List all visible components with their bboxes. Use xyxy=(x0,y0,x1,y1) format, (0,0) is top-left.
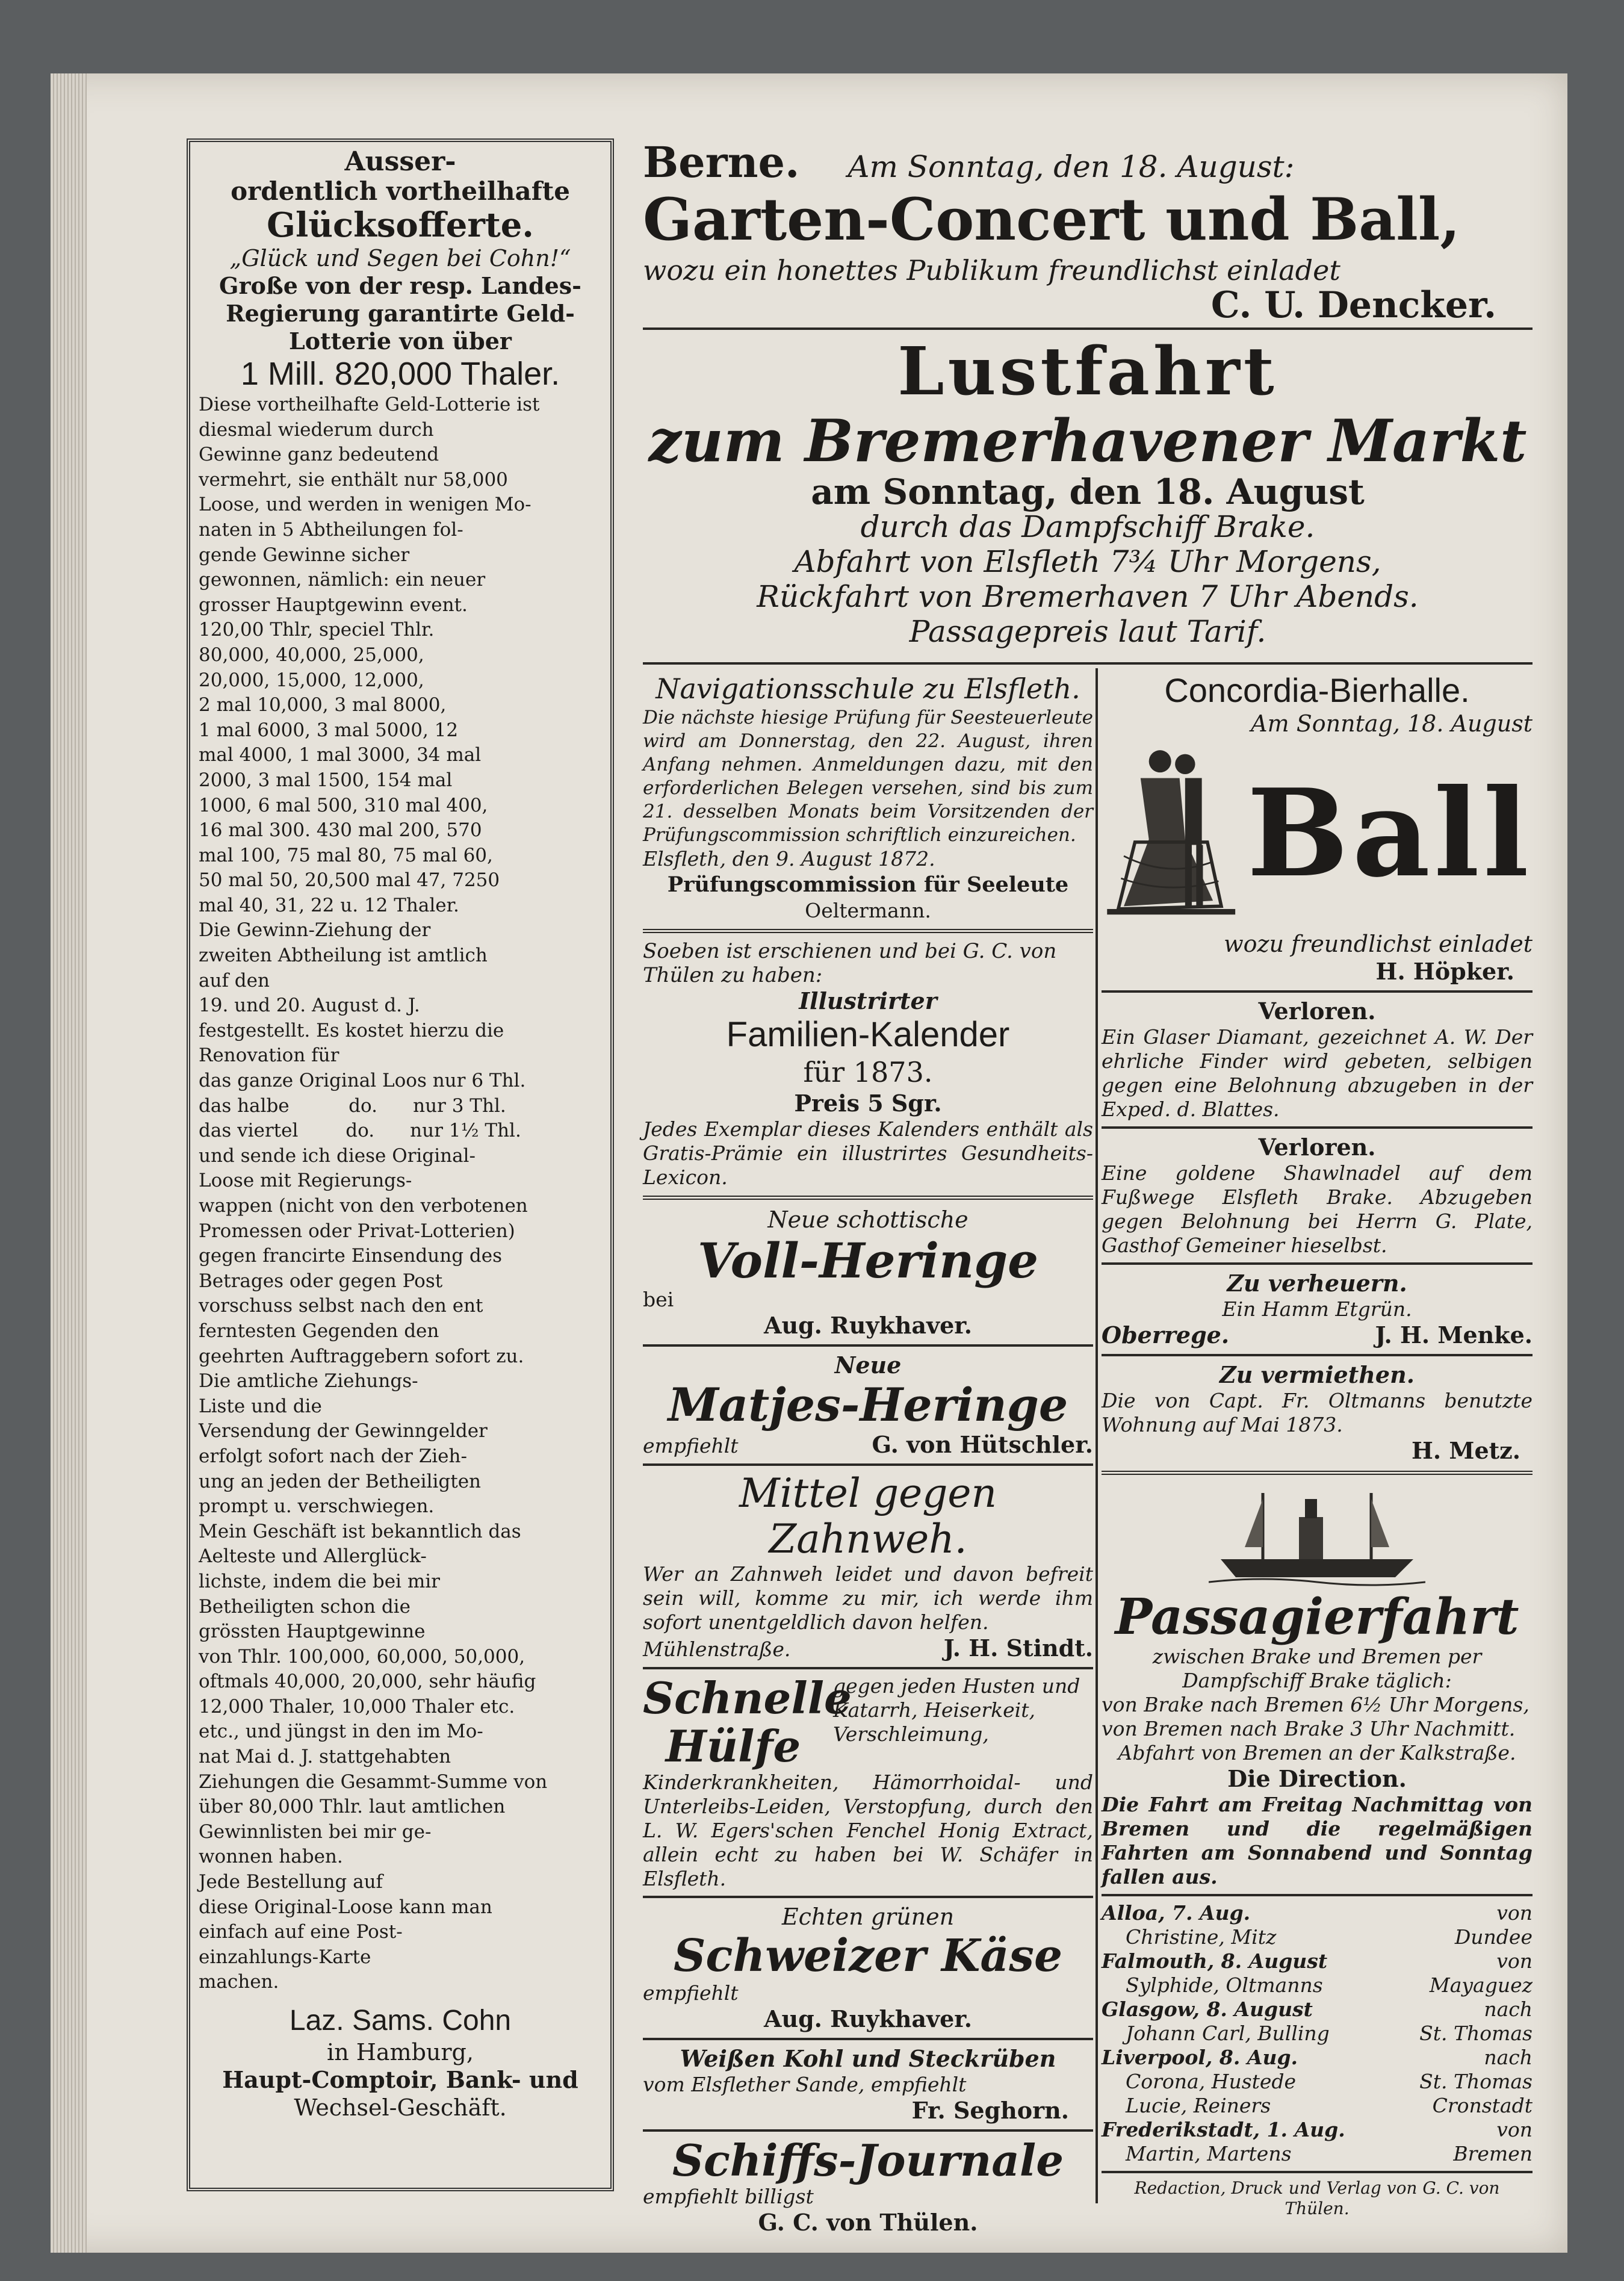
calendar-body: Jedes Exemplar dieses Kalenders enthält als Gratis-Prämie ein illustrirtes Gesundheits-Lexicon. xyxy=(643,1117,1093,1189)
divider xyxy=(643,2038,1093,2040)
lottery-line: Aelteste und Allerglück- xyxy=(199,1545,427,1568)
ship-row xyxy=(1102,2022,1533,2046)
lottery-line: Ziehungen die Gesammt-Summe von xyxy=(199,1770,548,1793)
lottery-line: von Thlr. 100,000, 60,000, 50,000, xyxy=(199,1645,525,1668)
ship-name: Falmouth, 8. August xyxy=(1102,1949,1328,1973)
concert-headline: Garten-Concert und Ball, xyxy=(643,185,1460,253)
concert-invite: wozu ein honettes Publikum freundlichst einladet xyxy=(643,254,1340,287)
lottery-line: und sende ich diese Original- xyxy=(199,1144,476,1167)
lottery-line: mal 40, 31, 22 u. 12 Thaler. xyxy=(199,894,459,916)
concordia-date: Am Sonntag, 18. August xyxy=(1251,710,1533,737)
ship-row xyxy=(1102,1901,1533,1925)
lottery-line: Die Gewinn-Ziehung der xyxy=(199,919,431,942)
lottery-line: auf den xyxy=(199,969,270,992)
lottery-title-5: Große von der resp. Landes- xyxy=(219,272,581,299)
calendar-title: Familien-Kalender xyxy=(726,1015,1010,1054)
divider xyxy=(1102,1126,1533,1129)
divider xyxy=(643,1196,1093,1200)
ship-route: von xyxy=(1496,2118,1533,2141)
nav-school-signature: Prüfungscommission für Seeleute xyxy=(667,872,1069,897)
passenger-signature: Die Direction. xyxy=(1227,1765,1407,1792)
nav-school-title: Navigationsschule zu Elsfleth. xyxy=(655,672,1080,705)
herring-pre: Neue schottische xyxy=(767,1206,969,1233)
lottery-signature-name: Laz. Sams. Cohn xyxy=(289,2005,512,2037)
ship-row xyxy=(1102,1925,1533,1949)
rent-signature: H. Metz. xyxy=(1412,1437,1520,1464)
concert-host: C. U. Dencker. xyxy=(1210,284,1496,326)
lease-place: Oberrege. xyxy=(1102,1321,1230,1348)
ship-name: Frederikstadt, 1. Aug. xyxy=(1102,2118,1345,2141)
ship-route: nach xyxy=(1484,2046,1533,2069)
passenger-line-5: Abfahrt von Bremen an der Kalkstraße. xyxy=(1118,1741,1516,1764)
rent-body: Die von Capt. Fr. Oltmanns benutzte Wohnung auf Mai 1873. xyxy=(1102,1389,1533,1436)
lottery-line: einfach auf eine Post- xyxy=(199,1921,403,1943)
cheese-signature: Aug. Ruykhaver. xyxy=(763,2005,973,2032)
ship-row xyxy=(1102,1949,1533,1973)
lottery-line: 20,000, 15,000, 12,000, xyxy=(199,669,424,691)
lustfahrt-subtitle: zum Bremerhavener Markt xyxy=(648,407,1527,475)
calendar-price: Preis 5 Sgr. xyxy=(794,1090,942,1117)
journal-recommends: empfiehlt billigst xyxy=(643,2185,814,2208)
concordia-ball: Ball xyxy=(1247,763,1533,904)
ship-row xyxy=(1102,1973,1533,1997)
divider xyxy=(1102,1262,1533,1265)
lottery-line: Jede Bestellung auf xyxy=(199,1871,383,1893)
lustfahrt-title: Lustfahrt xyxy=(897,332,1278,410)
lottery-line: gewonnen, nämlich: ein neuer xyxy=(199,569,486,591)
ship-name: Liverpool, 8. Aug. xyxy=(1102,2046,1298,2069)
lottery-line: oftmals 40,000, 20,000, sehr häufig xyxy=(199,1671,536,1693)
herring-bei: bei xyxy=(643,1288,674,1311)
lottery-line: 16 mal 300. 430 mal 200, 570 xyxy=(199,819,482,842)
steamship-illustration xyxy=(1209,1481,1425,1589)
lustfahrt-price: Passagepreis laut Tarif. xyxy=(909,614,1266,649)
passenger-line-4: von Bremen nach Brake 3 Uhr Nachmitt. xyxy=(1102,1717,1516,1740)
divider xyxy=(643,929,1093,933)
lottery-line: 1000, 6 mal 500, 310 mal 400, xyxy=(199,794,488,816)
lottery-line: wappen (nicht von den verbotenen xyxy=(199,1195,528,1217)
ship-route: Mayaguez xyxy=(1429,1973,1533,1997)
lottery-line: nat Mai d. J. stattgehabten xyxy=(199,1746,451,1768)
lottery-line: wonnen haben. xyxy=(199,1846,343,1868)
passenger-line-1: zwischen Brake und Bremen per xyxy=(1152,1645,1482,1668)
passenger-line-2: Dampfschiff Brake täglich: xyxy=(1182,1669,1452,1692)
ship-name: Christine, Mitz xyxy=(1126,1925,1277,1949)
divider xyxy=(643,1344,1093,1347)
lottery-line: naten in 5 Abtheilungen fol- xyxy=(199,518,463,541)
lottery-line: Loose mit Regierungs- xyxy=(199,1170,412,1192)
lottery-line: 2 mal 10,000, 3 mal 8000, xyxy=(199,694,447,716)
calendar-illustrated: Illustrirter xyxy=(799,987,937,1014)
lustfahrt-date: am Sonntag, den 18. August xyxy=(811,471,1365,512)
cheese-pre: Echten grünen xyxy=(781,1904,955,1930)
lease-title: Zu verheuern. xyxy=(1227,1270,1407,1297)
lottery-line: mal 100, 75 mal 80, 75 mal 60, xyxy=(199,844,493,866)
lottery-line: diesmal wiederum durch xyxy=(199,418,434,441)
lost1-title: Verloren. xyxy=(1258,998,1376,1025)
lottery-line: Loose, und werden in wenigen Mo- xyxy=(199,494,532,516)
ship-route: von xyxy=(1496,1901,1533,1925)
lottery-line: 2000, 3 mal 1500, 154 mal xyxy=(199,769,453,791)
lottery-title-7: Lotterie von über xyxy=(289,327,512,355)
lustfahrt-departure: Abfahrt von Elsfleth 7¾ Uhr Morgens, xyxy=(794,544,1381,579)
berne-label: Berne. xyxy=(643,137,800,187)
lottery-advertisement xyxy=(187,138,614,2191)
toothache-title: Mittel gegen Zahnweh. xyxy=(739,1470,997,1562)
cheese-recommends: empfiehlt xyxy=(643,1981,739,2005)
lottery-line: festgestellt. Es kostet hierzu die xyxy=(199,1019,504,1041)
ship-name: Martin, Martens xyxy=(1126,2142,1292,2165)
divider xyxy=(643,327,1533,330)
lease-body: Ein Hamm Etgrün. xyxy=(1222,1297,1412,1321)
concert-date: Am Sonntag, den 18. August: xyxy=(848,149,1295,184)
lottery-line: 120,00 Thlr, speciel Thlr. xyxy=(199,619,435,641)
passenger-title: Passagierfahrt xyxy=(1115,1588,1519,1646)
right-column xyxy=(1102,671,1533,2219)
dancing-couple-illustration xyxy=(1102,737,1241,930)
ship-route: Dundee xyxy=(1454,1925,1533,1949)
ship-name: Corona, Hustede xyxy=(1126,2070,1297,2093)
ship-name: Glasgow, 8. August xyxy=(1102,1997,1313,2021)
cabbage-body: vom Elsflether Sande, empfiehlt xyxy=(643,2073,967,2096)
ship-row xyxy=(1102,2118,1533,2142)
lottery-line: das ganze Original Loos nur 6 Thl. xyxy=(199,1070,526,1092)
lottery-line: prompt u. verschwiegen. xyxy=(199,1495,435,1518)
lottery-line: gegen francirte Einsendung des xyxy=(199,1245,502,1267)
herring-signature: Aug. Ruykhaver. xyxy=(763,1312,973,1339)
lottery-line: Promessen oder Privat-Lotterien) xyxy=(199,1220,515,1242)
divider xyxy=(643,1463,1093,1466)
lottery-line: Versendung der Gewinngelder xyxy=(199,1420,488,1442)
concordia-title: Concordia-Bierhalle. xyxy=(1164,671,1470,709)
calendar-year: für 1873. xyxy=(803,1056,933,1088)
lottery-line: Betrages oder gegen Post xyxy=(199,1270,443,1292)
help-body: Kinderkrankheiten, Hämorrhoidal- und Unterleibs-Leiden, Verstopfung, durch den L. W. Egers'schen Fenchel Honig Extract, allein echt zu haben bei W. Schäfer in Elsfleth. xyxy=(643,1770,1093,1890)
lottery-line: ferntesten Gegenden den xyxy=(199,1320,439,1342)
top-announcements xyxy=(643,138,1533,649)
ship-route: Bremen xyxy=(1453,2142,1533,2165)
journal-signature: G. C. von Thülen. xyxy=(758,2209,978,2236)
lottery-title-4: „Glück und Segen bei Cohn!“ xyxy=(229,245,571,272)
divider xyxy=(1102,1354,1533,1356)
ship-row xyxy=(1102,2046,1533,2070)
lottery-line: 19. und 20. August d. J. xyxy=(199,995,420,1017)
lottery-line: geehrten Auftraggebern sofort zu. xyxy=(199,1345,524,1367)
toothache-signature: J. H. Stindt. xyxy=(943,1634,1093,1662)
matjes-signature: G. von Hütschler. xyxy=(872,1431,1093,1458)
lottery-line: grössten Hauptgewinne xyxy=(199,1621,426,1643)
lottery-line: Betheiligten schon die xyxy=(199,1595,411,1618)
calendar-intro: Soeben ist erschienen und bei G. C. von Thülen zu haben: xyxy=(643,939,1057,987)
lustfahrt-return: Rückfahrt von Bremerhaven 7 Uhr Abends. xyxy=(757,579,1419,614)
ship-route: Cronstadt xyxy=(1432,2094,1533,2117)
nav-school-name: Oeltermann. xyxy=(805,899,931,922)
lottery-line: Diese vortheilhafte Geld-Lotterie ist xyxy=(199,394,540,415)
lottery-title-3: Glücksofferte. xyxy=(267,205,534,245)
ship-name: Alloa, 7. Aug. xyxy=(1102,1901,1251,1925)
ship-name: Sylphide, Oltmanns xyxy=(1126,1973,1323,1997)
journal-title: Schiffs-Journale xyxy=(672,2135,1064,2186)
lottery-line: über 80,000 Thlr. laut amtlichen xyxy=(199,1796,506,1818)
lost2-title: Verloren. xyxy=(1258,1134,1376,1161)
concordia-signature: H. Höpker. xyxy=(1375,958,1514,985)
cheese-title: Schweizer Käse xyxy=(673,1930,1063,1982)
ship-name: Johann Carl, Bulling xyxy=(1126,2022,1330,2045)
divider xyxy=(643,2129,1093,2132)
divider xyxy=(1102,1894,1533,1896)
lottery-line: etc., und jüngst in den im Mo- xyxy=(199,1721,483,1743)
middle-column xyxy=(643,671,1093,2236)
help-title-2: Hülfe xyxy=(665,1721,801,1772)
lottery-line: ung an jeden der Betheiligten xyxy=(199,1470,482,1492)
lottery-line: 1 mal 6000, 3 mal 5000, 12 xyxy=(199,719,459,741)
ship-row xyxy=(1102,1997,1533,2022)
concordia-invite: wozu freundlichst einladet xyxy=(1224,931,1533,957)
lottery-line: grosser Hauptgewinn event. xyxy=(199,594,468,616)
lottery-body xyxy=(199,393,602,1995)
lost2-body: Eine goldene Shawlnadel auf dem Fußwege Elsfleth Brake. Abzugeben gegen Belohnung bei Herrn G. Plate, Gasthof Gemeiner hieselbst. xyxy=(1102,1161,1533,1257)
lottery-line: vermehrt, sie enthält nur 58,000 xyxy=(199,468,508,491)
section-divider xyxy=(643,662,1533,665)
lottery-line: machen. xyxy=(199,1971,279,1993)
lottery-line: erfolgt sofort nach der Zieh- xyxy=(199,1445,467,1467)
lottery-line: 50 mal 50, 20,500 mal 47, 7250 xyxy=(199,869,500,892)
ship-route: von xyxy=(1496,1949,1533,1973)
lottery-line: diese Original-Loose kann man xyxy=(199,1896,492,1918)
divider xyxy=(1102,1471,1533,1475)
lottery-line: lichste, indem die bei mir xyxy=(199,1570,440,1592)
lottery-signature-office: Haupt-Comptoir, Bank- und xyxy=(222,2066,578,2093)
column-divider xyxy=(1096,668,1098,2203)
divider xyxy=(643,1667,1093,1669)
ship-name: Lucie, Reiners xyxy=(1126,2094,1271,2117)
page-edges xyxy=(51,73,87,2253)
ship-route: St. Thomas xyxy=(1419,2070,1533,2093)
lottery-line: Die amtliche Ziehungs- xyxy=(199,1370,418,1392)
ship-route: nach xyxy=(1484,1997,1533,2021)
cabbage-signature: Fr. Seghorn. xyxy=(911,2097,1069,2124)
lottery-line: 80,000, 40,000, 25,000, xyxy=(199,644,424,666)
divider xyxy=(1102,990,1533,993)
ship-route: St. Thomas xyxy=(1419,2022,1533,2045)
rent-title: Zu vermiethen. xyxy=(1220,1361,1415,1388)
passenger-note: Die Fahrt am Freitag Nachmittag von Bremen und die regelmäßigen Fahrten am Sonnabend und Sonntag fallen aus. xyxy=(1102,1793,1533,1888)
ship-row xyxy=(1102,2142,1533,2166)
lottery-line: 12,000 Thaler, 10,000 Thaler etc. xyxy=(199,1695,515,1718)
lottery-line: zweiten Abtheilung ist amtlich xyxy=(199,945,488,967)
cabbage-title: Weißen Kohl und Steckrüben xyxy=(680,2045,1056,2072)
lottery-line: Renovation für xyxy=(199,1044,339,1067)
lottery-line: vorschuss selbst nach den ent xyxy=(199,1295,483,1317)
lottery-title-1: Ausser- xyxy=(344,146,456,177)
lustfahrt-ship: durch das Dampfschiff Brake. xyxy=(860,509,1315,544)
lottery-line: mal 4000, 1 mal 3000, 34 mal xyxy=(199,744,482,766)
help-title-1: Schnelle xyxy=(643,1672,852,1724)
lottery-line: Liste und die xyxy=(199,1395,322,1417)
matjes-pre: Neue xyxy=(834,1352,902,1379)
lottery-line: Mein Geschäft ist bekanntlich das xyxy=(199,1520,521,1542)
divider xyxy=(1102,2171,1533,2173)
lottery-line: das viertel do. nur 1½ Thl. xyxy=(199,1120,521,1142)
nav-school-body: Die nächste hiesige Prüfung für Seesteuerleute wird am Donnerstag, den 22. August, ihren Anfang nehmen. Anmeldungen dazu, mit den erforderlichen Belegen versehen, sind bis zum 21. desselben Monats beim Vorsitzenden der Prüfungscommission schriftlich einzureichen. xyxy=(643,707,1093,846)
lottery-title-6: Regierung garantirte Geld- xyxy=(226,300,575,327)
lottery-line: das halbe do. nur 3 Thl. xyxy=(199,1094,506,1117)
herring-title: Voll-Heringe xyxy=(697,1232,1039,1289)
ship-movements-list xyxy=(1102,1901,1533,2166)
divider xyxy=(643,1896,1093,1898)
help-side: gegen jeden Husten und Katarrh, Heiserkeit, Verschleimung, xyxy=(833,1674,1080,1746)
nav-school-date: Elsfleth, den 9. August 1872. xyxy=(643,847,935,871)
toothache-body: Wer an Zahnweh leidet und davon befreit sein will, komme zu mir, ich werde ihm sofort unentgeldlich davon helfen. xyxy=(643,1562,1093,1634)
lease-signature: J. H. Menke. xyxy=(1375,1321,1533,1348)
lottery-title-2: ordentlich vortheilhafte xyxy=(231,176,570,206)
ship-row xyxy=(1102,2070,1533,2094)
lottery-line: Gewinne ganz bedeutend xyxy=(199,444,439,466)
passenger-line-3: von Brake nach Bremen 6½ Uhr Morgens, xyxy=(1102,1693,1529,1716)
imprint: Redaction, Druck und Verlag von G. C. von Thülen. xyxy=(1134,2178,1500,2218)
lost1-body: Ein Glaser Diamant, gezeichnet A. W. Der ehrliche Finder wird gebeten, selbigen gegen eine Belohnung abzugeben in der Exped. d. Blattes. xyxy=(1102,1025,1533,1121)
lottery-signature-city: in Hamburg, xyxy=(327,2039,474,2065)
lottery-title-8: 1 Mill. 820,000 Thaler. xyxy=(240,356,560,392)
lottery-line: einzahlungs-Karte xyxy=(199,1946,371,1968)
lottery-line: Gewinnlisten bei mir ge- xyxy=(199,1820,432,1843)
ship-row xyxy=(1102,2094,1533,2118)
lottery-signature-business: Wechsel-Geschäft. xyxy=(294,2094,507,2121)
lottery-line: gende Gewinne sicher xyxy=(199,544,410,566)
matjes-title: Matjes-Heringe xyxy=(668,1378,1068,1432)
matjes-recommends: empfiehlt xyxy=(643,1434,739,1457)
toothache-address: Mühlenstraße. xyxy=(643,1637,791,1661)
